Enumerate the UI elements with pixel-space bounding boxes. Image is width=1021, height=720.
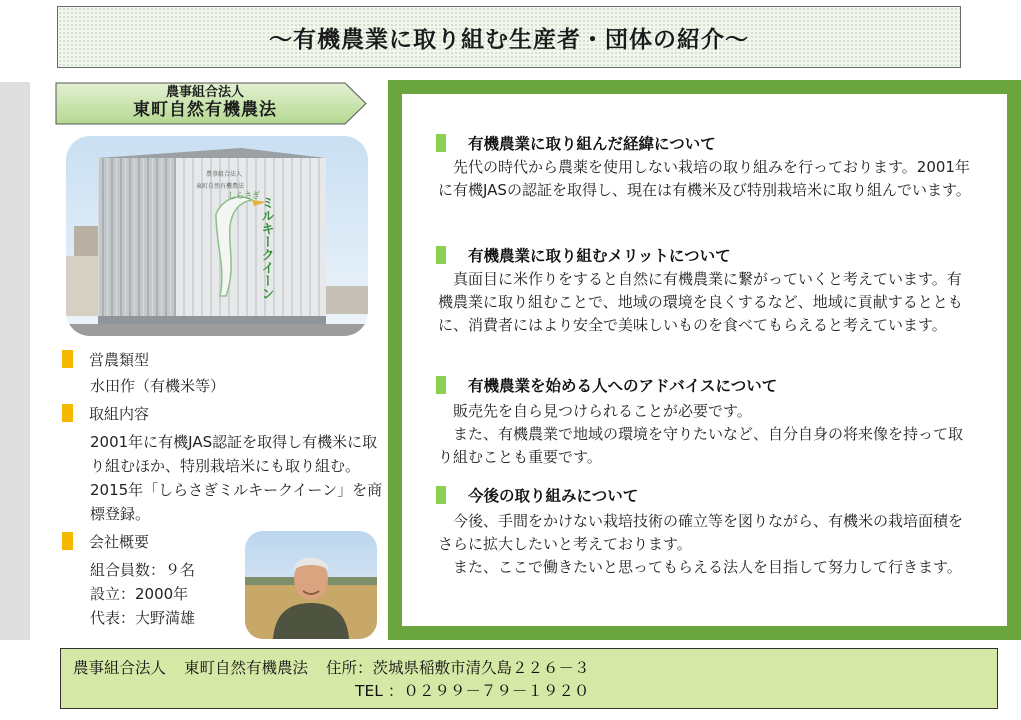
section-merit-body: 真面目に米作りをすると自然に有機農業に繋がっていくと考えています。有機農業に取り組むことで、地域の環境を良くするなど、地域に貢献するとともに、消費者にはより安全で美味しいものを食べてもらえると考えています。: [438, 270, 963, 334]
activities-value: 2001年に有機JAS認証を取得し有機米に取り組むほか、特別栽培米にも取り組む。2015年「しらさぎミルキークイーン」を商標登録。: [90, 433, 383, 523]
company-representative: 代表：大野満雄: [90, 609, 196, 627]
page-title: ～有機農業に取り組む生産者・団体の紹介～: [57, 6, 961, 68]
green-bullet-icon: [436, 134, 446, 152]
org-banner: [55, 82, 367, 125]
business-type-heading: 営農類型: [62, 348, 149, 372]
green-bullet-icon: [436, 376, 446, 394]
org-type: 農事組合法人: [165, 85, 244, 101]
footer-contact: [60, 648, 998, 709]
section-advice-body: 販売先を自ら見つけられることが必要です。 また、有機農業で地域の環境を守りたいなど、自分自身の将来像を持って取り組むことも重要です。: [438, 402, 964, 466]
activities-heading: 取組内容: [62, 402, 149, 426]
footer-line1: [73, 657, 997, 680]
sign-line1: 農事組合法人: [206, 171, 243, 178]
org-name: 東町自然有機農法: [133, 100, 277, 121]
yellow-bullet-icon: [62, 404, 73, 422]
side-strip: [0, 82, 30, 640]
green-bullet-icon: [436, 246, 446, 264]
section-future-body: 今後、手間をかけない栽培技術の確立等を図りながら、有機米の栽培面積をさらに拡大したいと考えております。 また、ここで働きたいと思ってもらえる法人を目指して努力して行きます。: [438, 512, 964, 576]
footer-org-type: 農事組合法人: [73, 659, 167, 677]
building-photo: [66, 136, 368, 336]
company-members: 組合員数：９名: [90, 561, 196, 579]
section-merit-heading: 有機農業に取り組むメリットについて: [436, 244, 731, 266]
yellow-bullet-icon: [62, 532, 73, 550]
sign-line2: 東町自然有機農法: [196, 183, 245, 190]
business-type-value: 水田作（有機米等）: [90, 377, 226, 395]
section-history-body: 先代の時代から農薬を使用しない栽培の取り組みを行っております。2001年に有機JASの認証を取得し、現在は有機米及び特別栽培米に取り組んでいます。: [438, 158, 971, 199]
sign-brand: ミルキークイーン: [258, 196, 274, 300]
footer-org-name: 東町自然有機農法: [184, 659, 309, 677]
section-advice-heading: 有機農業を始める人へのアドバイスについて: [436, 374, 777, 396]
content-panel: [388, 80, 1021, 640]
sign-sub: しらさぎ: [228, 191, 260, 200]
green-bullet-icon: [436, 486, 446, 504]
yellow-bullet-icon: [62, 350, 73, 368]
section-history-heading: 有機農業に取り組んだ経緯について: [436, 132, 716, 154]
section-future-heading: 今後の取り組みについて: [436, 484, 638, 506]
footer-address: 住所：茨城県稲敷市清久島２２６－３: [326, 659, 590, 677]
footer-tel: TEL ：０２９９－７９－１９２０: [355, 682, 590, 700]
company-heading: 会社概要: [62, 530, 149, 554]
company-established: 設立：2000年: [90, 585, 189, 603]
representative-photo: [245, 531, 377, 639]
